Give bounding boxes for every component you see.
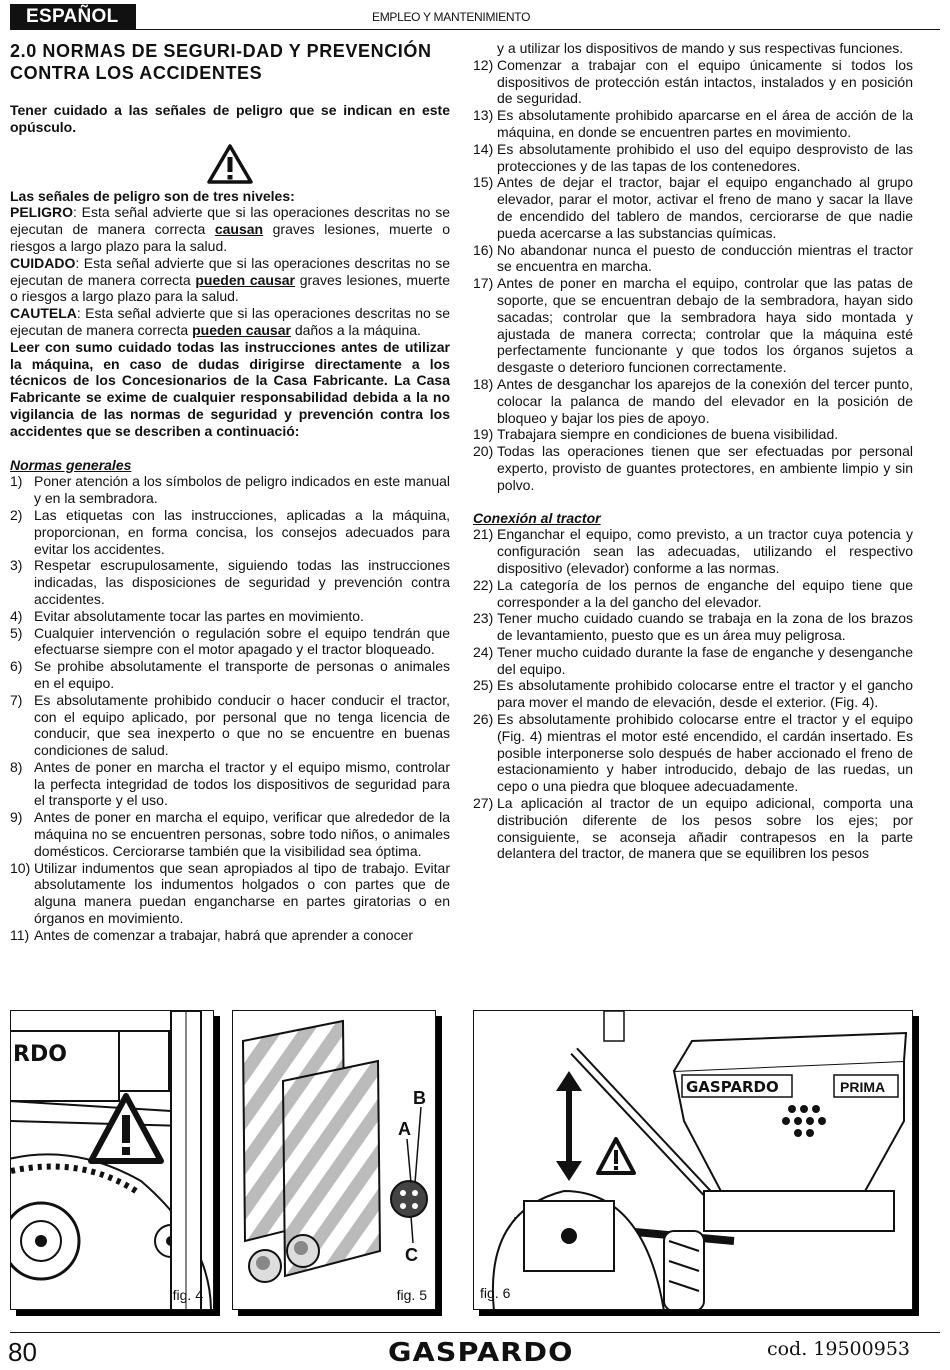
item-number: 23) xyxy=(473,610,494,627)
document-code: cod. 19500953 xyxy=(766,1338,910,1360)
item-text: Es absolutamente prohibido colocarse entre el tractor y el equipo (Fig. 4) mientras el motor esté encendido, el cardán insertado. Es posible interponerse solo después de haber accionado el freno de estacionamiento y haber introducido, debajo de las ruedas, un cepo o una piedra que bloquee adecuadamente. xyxy=(497,711,913,795)
tractor-hitch-illustration xyxy=(474,1011,913,1310)
item-number: 3) xyxy=(10,557,23,574)
list-item xyxy=(473,526,913,576)
item-number: 6) xyxy=(10,658,23,675)
list-item xyxy=(473,426,913,443)
list-item xyxy=(10,557,450,607)
brand-fragment: RDO xyxy=(13,1042,67,1067)
item-number: 1) xyxy=(10,473,23,490)
item-number: 5) xyxy=(10,624,23,641)
list-item xyxy=(473,107,913,141)
warning-symbol xyxy=(10,136,450,188)
list-item xyxy=(473,141,913,175)
level-text: graves lesiones, muerte o riesgos a largo plazo para la salud. xyxy=(10,271,450,305)
intro-paragraph: Tener cuidado a las señales de peligro que se indican en este opúsculo. xyxy=(10,102,450,135)
label-c: C xyxy=(405,1245,418,1265)
item-number: 18) xyxy=(473,375,494,392)
list-item xyxy=(473,174,913,241)
item-text: Trabajara siempre en condiciones de buena visibilidad. xyxy=(497,426,839,443)
item-text: Todas las operaciones tienen que ser efectuadas por personal experto, provisto de guantes protectores, en ambiente limpio y sin polvo. xyxy=(497,443,913,493)
brand-logo: GASPARDO xyxy=(388,1338,574,1368)
list-item xyxy=(473,610,913,644)
figure-caption: fig. 6 xyxy=(480,1285,511,1301)
continuation-text: y a utilizar los dispositivos de mando y sus respectivas funciones. xyxy=(497,40,904,56)
reflective-panels-illustration xyxy=(233,1011,436,1310)
list-item xyxy=(10,860,450,927)
item-number: 11) xyxy=(10,926,30,943)
item-text: Poner atención a los símbolos de peligro indicados en este manual y en la sembradora. xyxy=(34,473,450,507)
list-item xyxy=(473,376,913,426)
list-item xyxy=(10,759,450,809)
item-number: 20) xyxy=(473,443,494,460)
list-item xyxy=(473,644,913,678)
list-item xyxy=(473,577,913,611)
item-text: Evitar absolutamente tocar las partes en movimiento. xyxy=(34,607,364,624)
list-item xyxy=(10,927,450,944)
item-text: Se prohibe absolutamente el transporte de personas o animales en el equipo. xyxy=(34,658,450,691)
subhead-normas-generales: Normas generales xyxy=(10,456,132,473)
item-number: 24) xyxy=(473,643,494,660)
item-text: La aplicación al tractor de un equipo adicional, comporta una distribución diferente de los pesos sobre los ejes; por consiguiente, se aconseja añadir contrapesos en la parte delantera del tractor, de manera que se equilibren los pesos xyxy=(497,795,913,862)
right-column xyxy=(473,40,913,862)
list-item xyxy=(10,809,450,859)
item-text: Es absolutamente prohibido colocarse entre el tractor y el gancho para mover el mando de elevación, desde el exterior. (Fig. 4). xyxy=(497,677,913,711)
list-item xyxy=(473,795,913,862)
level-text: : Esta señal advierte que si las operaciones descritas no se ejecutan de manera correcta xyxy=(10,305,450,338)
item-text: Utilizar indumentos que sean apropiados al tipo de trabajo. Evitar absolutamente los indumentos holgados o con partes que de alguna manera puedan engancharse en partes giratorias o en órganos en movimiento. xyxy=(34,859,450,927)
warning-triangle-icon xyxy=(207,144,253,184)
item-number: 2) xyxy=(10,506,23,523)
list-item xyxy=(473,242,913,276)
item-number: 17) xyxy=(473,275,494,292)
machine-rear-illustration xyxy=(11,1011,214,1310)
item-number: 22) xyxy=(473,576,494,593)
item-text: La categoría de los pernos de enganche del equipo tiene que corresponder a la del gancho del elevador. xyxy=(497,576,913,610)
item-text: Enganchar el equipo, como previsto, a un tractor cuya potencia y configuración sean las adecuadas, utilizando el respectivo dispositivo (elevador) conforme a las normas. xyxy=(497,526,913,576)
item-text: Antes de comenzar a trabajar, habrá que aprender a conocer xyxy=(34,926,414,943)
item-text: Tener mucho cuidado cuando se trabaja en la zona de los brazos de levantamiento, puesto que es un área muy peligrosa. xyxy=(497,610,913,644)
item-number: 27) xyxy=(473,795,494,812)
section-title: EMPLEO Y MANTENIMIENTO xyxy=(372,10,531,24)
item-text: Es absolutamente prohibido el uso del equipo desprovisto de las protecciones y de las tapas de los contenedores. xyxy=(497,140,913,174)
item-text: No abandonar nunca el puesto de conducción mientras el tractor se encuentra en marcha. xyxy=(497,241,913,275)
left-column xyxy=(10,40,450,944)
level-emphasis: pueden causar xyxy=(195,271,296,288)
list-item xyxy=(10,692,450,759)
level-text: graves lesiones, muerte o riesgos a largo plazo para la salud. xyxy=(10,221,450,254)
header-rule xyxy=(10,29,940,30)
item-text: Comenzar a trabajar con el equipo únicamente si todos los dispositivos de protección están intactos, instalados y en posición de seguridad. xyxy=(497,56,913,107)
item-text: Antes de poner en marcha el tractor y el equipo mismo, controlar la perfecta integridad de todos los dispositivos de seguridad para el transporte y el uso. xyxy=(34,758,450,809)
list-item xyxy=(473,677,913,711)
level-text: : Esta señal advierte que si las operaciones descritas no se ejecutan de manera correcta xyxy=(10,204,450,238)
machine-brand: GASPARDO xyxy=(686,1078,779,1096)
figure-4 xyxy=(10,1010,214,1310)
list-item xyxy=(10,507,450,557)
label-b: B xyxy=(413,1088,426,1108)
item-number: 9) xyxy=(10,809,23,826)
item-text: Cualquier intervención o regulación sobre el equipo tendrán que efectuarse siempre con el motor apagado y el tractor bloqueado. xyxy=(34,624,450,658)
item-text: Respetar escrupulosamente, siguiendo todas las instrucciones indicadas, las disposiciones de seguridad y prevención contra accidentes. xyxy=(34,557,450,607)
footer-rule xyxy=(10,1332,940,1333)
item-number: 8) xyxy=(10,758,23,775)
manufacturer-disclaimer: Leer con sumo cuidado todas las instrucciones antes de utilizar la máquina, en caso de dudas dirigirse directamente a los técnicos de los Concesionarios de la Casa Fabricante. La Casa Fabricante se exime de cualquier responsabilidad debida a la no vigilancia de las normas de seguridad y prevención contra los accidentes que se describen a continuació: xyxy=(10,338,450,439)
item-number: 25) xyxy=(473,677,494,694)
list-item xyxy=(473,711,913,795)
level-label: CAUTELA xyxy=(10,305,77,322)
level-cuidado xyxy=(10,255,450,305)
list-item xyxy=(10,625,450,659)
tractor-connection-list xyxy=(473,526,913,862)
level-cautela xyxy=(10,305,450,339)
item-text: Las etiquetas con las instrucciones, aplicadas a la máquina, proporcionan, en forma concisa, los consejos adecuados para evitar los accidentes. xyxy=(34,506,450,557)
item-number: 7) xyxy=(10,691,23,708)
general-rules-list xyxy=(10,473,450,943)
subhead-conexion-tractor: Conexión al tractor xyxy=(473,509,601,526)
item-number: 4) xyxy=(10,607,23,624)
language-tab: ESPAÑOL xyxy=(10,4,136,30)
level-peligro xyxy=(10,204,450,254)
level-label: PELIGRO xyxy=(10,204,74,221)
item-text: Tener mucho cuidado durante la fase de enganche y desenganche del equipo. xyxy=(497,643,913,677)
list-item xyxy=(10,658,450,692)
item-number: 26) xyxy=(473,711,494,728)
figure-6 xyxy=(473,1010,913,1310)
item-number: 10) xyxy=(10,859,31,876)
page-number: 80 xyxy=(8,1337,37,1367)
figure-caption: fig. 4 xyxy=(172,1287,203,1303)
level-emphasis: pueden causar xyxy=(192,321,291,338)
level-emphasis: causan xyxy=(214,221,264,238)
figure-5 xyxy=(232,1010,436,1310)
label-a: A xyxy=(398,1119,411,1139)
item-number: 13) xyxy=(473,107,494,124)
rules-list-continued xyxy=(473,57,913,494)
level-text: : Esta señal advierte que si las operaciones descritas no se ejecutan de manera correcta xyxy=(10,254,450,288)
list-item xyxy=(10,608,450,625)
item-number: 15) xyxy=(473,174,494,191)
item-text: Antes de poner en marcha el equipo, controlar que las patas de soporte, que se encuentran debajo de la sembradora, hayan sido sacadas; controlar que la sembradora haya sido montada y ajustada de manera correcta; controlar que la máquina esté perfectamente funcionante y que todos los órganos sujetos a desgaste o deterioro funcionen correctamente. xyxy=(497,275,913,376)
item-number: 16) xyxy=(473,241,494,258)
item-text: Antes de dejar el tractor, bajar el equipo enganchado al grupo elevador, parar el motor, activar el freno de mano y sacar la llave de encendido del tablero de mandos, cerciorarse de que nadie pueda acercarse a las substancias químicas. xyxy=(497,174,913,241)
level-label: CUIDADO xyxy=(10,254,76,271)
list-item xyxy=(10,473,450,507)
list-item xyxy=(473,275,913,376)
item-number: 21) xyxy=(473,526,494,543)
levels-heading: Las señales de peligro son de tres niveles: xyxy=(10,187,295,204)
item-text: Es absolutamente prohibido aparcarse en el área de acción de la máquina, en donde se encuentren partes en movimiento. xyxy=(497,107,913,140)
list-item xyxy=(473,443,913,493)
item-text: Antes de poner en marcha el equipo, verificar que alrededor de la máquina no se encuentren personas, sobre todo niños, o animales domésticos. Cerciorarse también que la visibilidad sea óptima. xyxy=(34,809,450,859)
machine-model: PRIMA xyxy=(840,1079,886,1095)
item-text: Antes de desganchar los aparejos de la conexión del tercer punto, colocar la palanca de mando del elevador en la posición de bloqueo y bajar los pies de apoyo. xyxy=(497,375,913,426)
chapter-title: 2.0 NORMAS DE SEGURI-DAD Y PREVENCIÓN CONTRA LOS ACCIDENTES xyxy=(10,41,432,83)
item-text: Es absolutamente prohibido conducir o hacer conducir el tractor, con el equipo aplicado, por personal que no tenga licencia de conducir, que sea inexperto o que no se encuentre en buenas condiciones de salud. xyxy=(34,691,450,759)
list-item xyxy=(473,57,913,107)
level-text: daños a la máquina. xyxy=(290,321,421,338)
light-icon xyxy=(391,1181,427,1217)
item-number: 12) xyxy=(473,56,494,73)
item-number: 14) xyxy=(473,140,494,157)
figure-caption: fig. 5 xyxy=(396,1287,427,1303)
item-number: 19) xyxy=(473,426,494,443)
